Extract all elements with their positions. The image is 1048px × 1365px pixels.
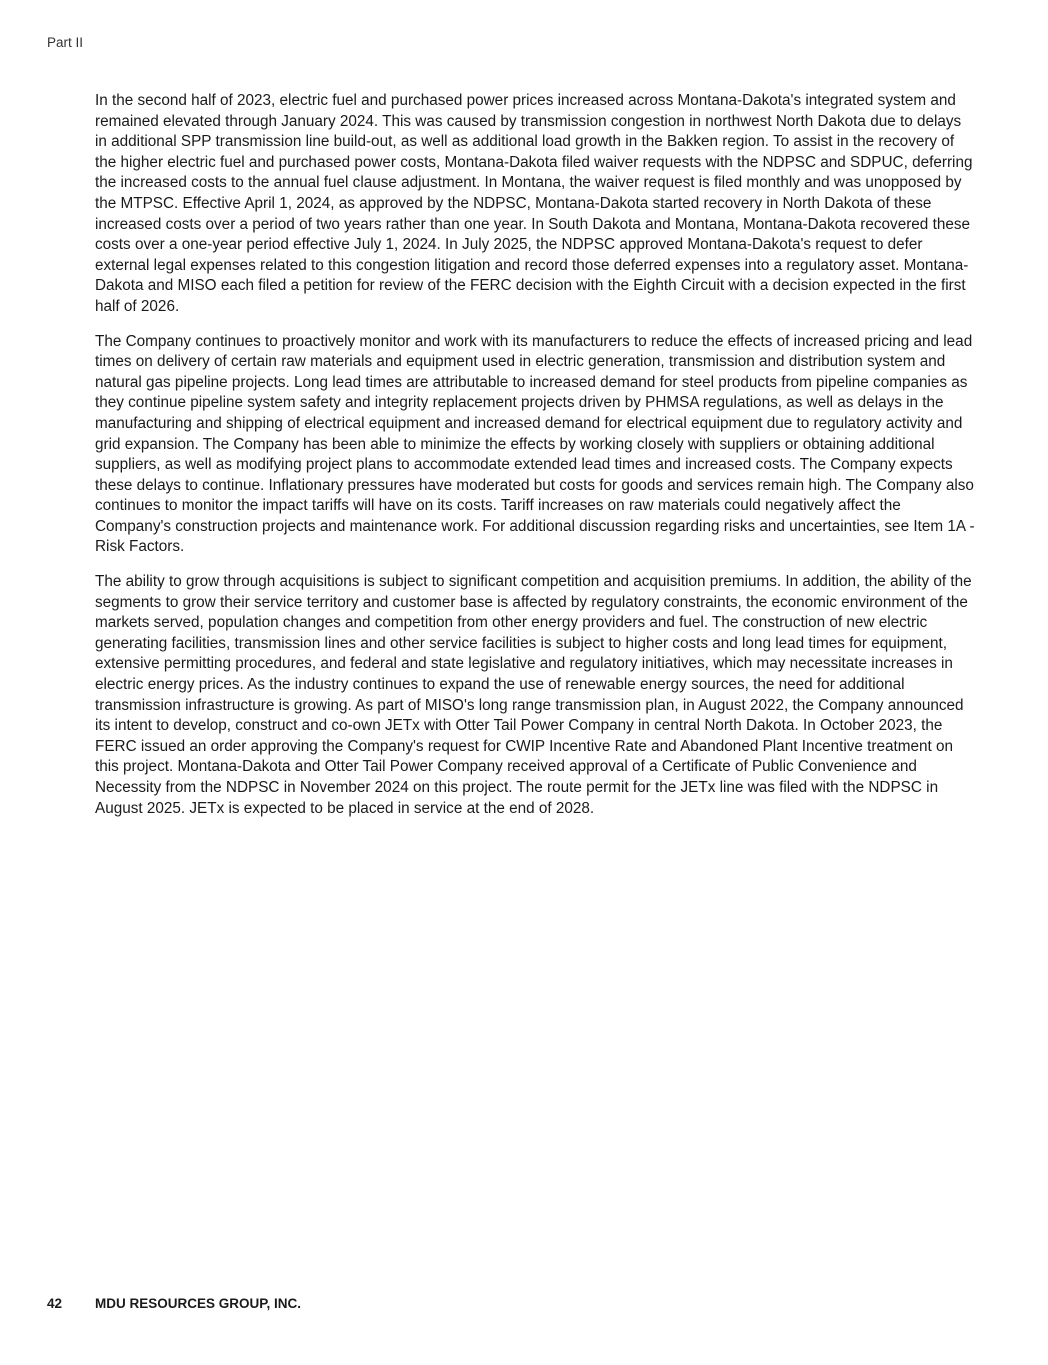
- part-label: Part II: [47, 35, 84, 50]
- company-name: MDU RESOURCES GROUP, INC.: [95, 1296, 302, 1311]
- paragraph-growth: The ability to grow through acquisitions is subject to significant competition and acquisition premiums. In addition, the ability of the segments to grow their service territory and customer base is affected by regulatory constraints, the economic environment of the markets served, population changes and competition from other energy providers and fuel. The construction of new electric generating facilities, transmission lines and other service facilities is subject to higher costs and long lead times for equipment, extensive permitting procedures, and federal and state legislative and regulatory initiatives, which may necessitate increases in electric energy prices. As the industry continues to expand the use of renewable energy sources, the need for additional transmission infrastructure is growing. As part of MISO's long range transmission plan, in August 2022, the Company announced its intent to develop, construct and co-own JETx with Otter Tail Power Company in central North Dakota. In October 2023, the FERC issued an order approving the Company's request for CWIP Incentive Rate and Abandoned Plant Incentive treatment on this project. Montana-Dakota and Otter Tail Power Company received approval of a Certificate of Public Convenience and Necessity from the NDPSC in November 2024 on this project. The route permit for the JETx line was filed with the NDPSC in August 2025. JETx is expected to be placed in service at the end of 2028.: [95, 573, 972, 817]
- page-footer: [47, 1296, 301, 1311]
- body-text: [95, 91, 975, 833]
- paragraph-fuel-costs: In the second half of 2023, electric fuel and purchased power prices increased across Montana-Dakota's integrated system and remained elevated through January 2024. This was caused by transmission congestion in northwest North Dakota due to delays in additional SPP transmission line build-out, as well as additional load growth in the Bakken region. To assist in the recovery of the higher electric fuel and purchased power costs, Montana-Dakota filed waiver requests with the NDPSC and SDPUC, deferring the increased costs to the annual fuel clause adjustment. In Montana, the waiver request is filed monthly and was unopposed by the MTPSC. Effective April 1, 2024, as approved by the NDPSC, Montana-Dakota started recovery in North Dakota of these increased costs over a period of two years rather than one year. In South Dakota and Montana, Montana-Dakota recovered these costs over a one-year period effective July 1, 2024. In July 2025, the NDPSC approved Montana-Dakota's request to defer external legal expenses related to this congestion litigation and record those deferred expenses into a regulatory asset. Montana-Dakota and MISO each filed a petition for review of the FERC decision with the Eighth Circuit with a decision expected in the first half of 2026.: [95, 92, 973, 315]
- paragraph-supply-chain: The Company continues to proactively monitor and work with its manufacturers to reduce the effects of increased pricing and lead times on delivery of certain raw materials and equipment used in electric generation, transmission and distribution system and natural gas pipeline projects. Long lead times are attributable to increased demand for steel products from pipeline companies as they continue pipeline system safety and integrity replacement projects driven by PHMSA regulations, as well as delays in the manufacturing and shipping of electrical equipment and increased demand for electrical equipment due to regulatory activity and grid expansion. The Company has been able to minimize the effects by working closely with suppliers or obtaining additional suppliers, as well as modifying project plans to accommodate extended lead times and increased costs. The Company expects these delays to continue. Inflationary pressures have moderated but costs for goods and services remain high. The Company also continues to monitor the impact tariffs will have on its costs. Tariff increases on raw materials could negatively affect the Company's construction projects and maintenance work. For additional discussion regarding risks and uncertainties, see Item 1A - Risk Factors.: [95, 332, 975, 556]
- page-number: 42: [47, 1296, 63, 1311]
